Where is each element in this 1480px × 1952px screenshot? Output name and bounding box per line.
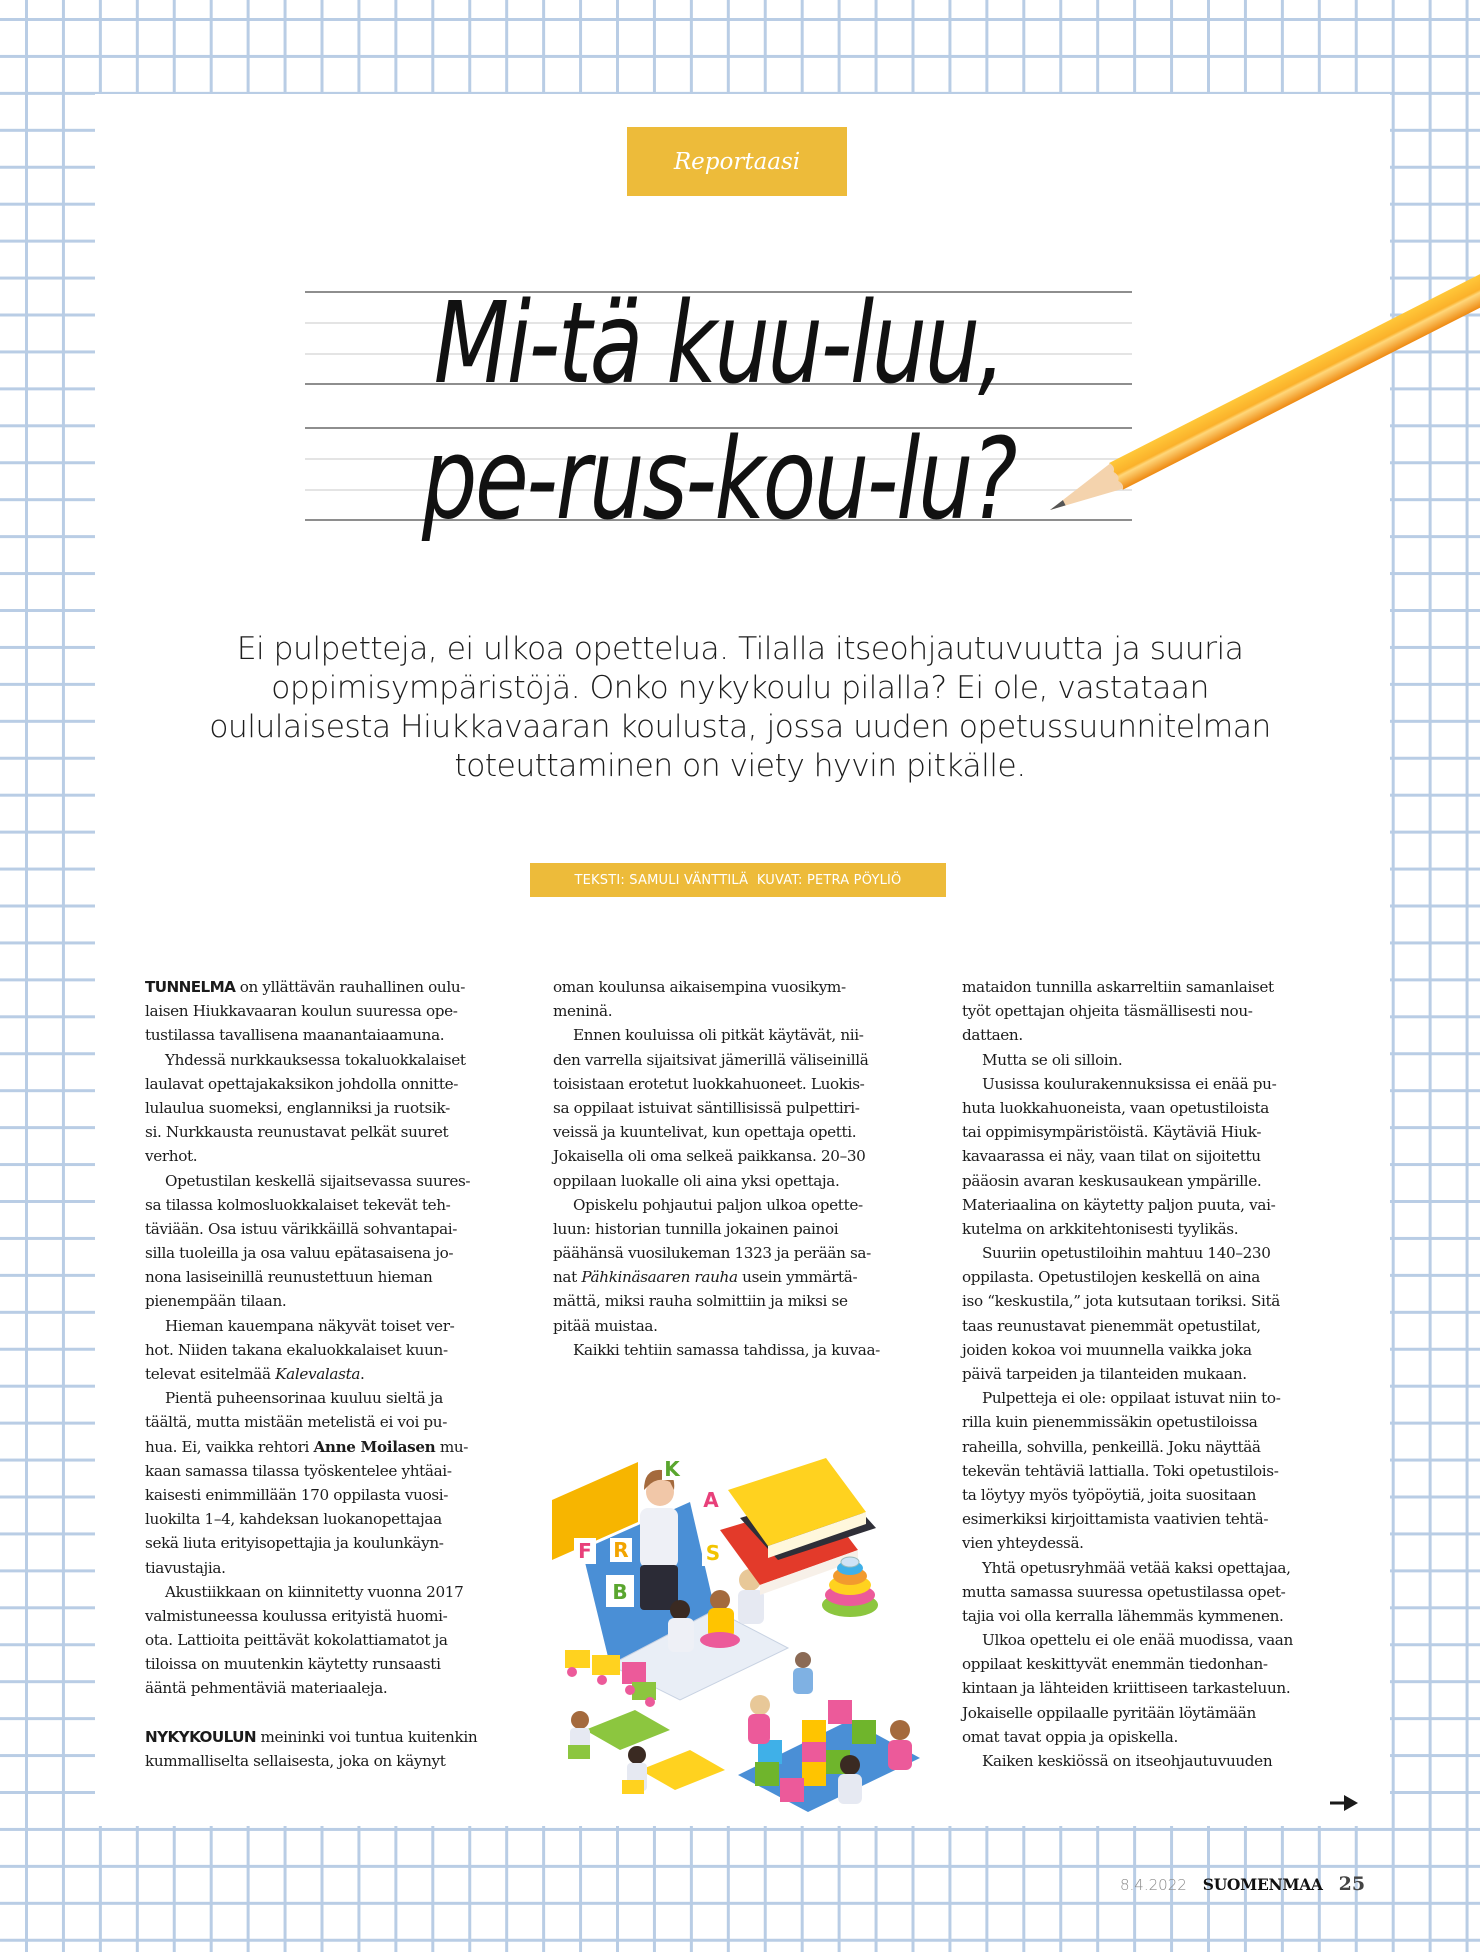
text-line xyxy=(553,1265,943,1289)
text-line: Akustiikkaan on kiinnitetty vuonna 2017 xyxy=(165,1582,464,1601)
text-line: tai oppimisympäristöistä. Käytäviä Hiuk- xyxy=(962,1123,1262,1142)
headline-line-2: pe-rus-kou-lu? xyxy=(421,415,1016,545)
text-run: usein ymmärtä- xyxy=(737,1268,858,1287)
letter-card-b: B xyxy=(612,1580,628,1604)
text-line: luokilta 1–4, kahdeksan luokanopettajaa xyxy=(145,1510,442,1529)
text-line: Opetustilan keskellä sijaitsevassa suures- xyxy=(165,1171,471,1190)
text-line: Materiaalina on käytetty paljon puuta, vai- xyxy=(962,1195,1276,1214)
text-line: kummalliselta sellaisesta, joka on käynyt xyxy=(145,1752,446,1770)
text-run: televat esitelmää xyxy=(145,1365,276,1383)
text-line: Ulkoa opettelu ei ole enää muodissa, vaan xyxy=(982,1631,1293,1650)
text-line: nona lasiseinillä reunustettuun hieman xyxy=(145,1268,433,1287)
text-line: sa tilassa kolmosluokkalaiset tekevät teh- xyxy=(145,1195,451,1214)
text-line: Jokaisella oli oma selkeä paikkansa. 20–30 xyxy=(553,1147,866,1166)
text-line: täältä, mutta mistään metelistä ei voi pu- xyxy=(145,1413,448,1432)
lead-in-word: NYKYKOULUN xyxy=(145,1727,256,1746)
text-run: meininki voi tuntua kuitenkin xyxy=(255,1727,478,1746)
italic-title: Pähkinäsaaren rauha xyxy=(581,1268,738,1287)
text-line: pääosin avaran keskusaukean ympärille. xyxy=(962,1171,1262,1190)
text-line: esimerkiksi kirjoittamista vaativien tehtä- xyxy=(962,1510,1269,1529)
text-line: dattaen. xyxy=(962,1026,1023,1045)
text-line: omat tavat oppia ja opiskella. xyxy=(962,1727,1178,1746)
text-line: silla tuoleilla ja osa valuu epätasaisena jo- xyxy=(145,1244,454,1263)
letter-card-k: K xyxy=(664,1457,680,1481)
text-line: ota. Lattioita peittävät kokolattiamatot ja xyxy=(145,1631,448,1650)
text-line: veissä ja kuuntelivat, kun opettaja opetti. xyxy=(553,1123,857,1142)
text-line: pienempään tilaan. xyxy=(145,1292,287,1311)
text-line: Ennen kouluissa oli pitkät käytävät, nii- xyxy=(573,1026,864,1045)
lead-in-word: TUNNELMA xyxy=(145,978,236,996)
text-line: raheilla, sohvilla, penkeillä. Joku näyttää xyxy=(962,1437,1261,1456)
teacher-body xyxy=(640,1508,678,1568)
text-line: Mutta se oli silloin. xyxy=(982,1050,1123,1069)
section-badge xyxy=(627,127,847,196)
text-line: Kaiken keskiössä on itseohjautuvuuden xyxy=(982,1752,1273,1770)
person-name: Anne Moilasen xyxy=(313,1437,436,1456)
arrow-right-icon xyxy=(1330,1795,1358,1811)
text-line: Pientä puheensorinaa kuuluu sieltä ja xyxy=(165,1389,443,1408)
text-line: pitää muistaa. xyxy=(553,1316,658,1335)
lead-paragraph xyxy=(150,630,1330,786)
text-line xyxy=(145,1725,535,1749)
text-line: sekä liuta erityisopettajia ja koulunkäyn- xyxy=(145,1534,444,1553)
text-line: meninä. xyxy=(553,1002,613,1021)
text-line: Jokaiselle oppilaalle pyritään löytämään xyxy=(962,1703,1256,1722)
text-line: kutelma on arkkitehtonisesti tyylikäs. xyxy=(962,1219,1239,1238)
text-line: rilla kuin pienemmissäkin opetustiloissa xyxy=(962,1413,1258,1432)
text-line: tustilassa tavallisena maanantaiaamuna. xyxy=(145,1026,445,1045)
text-line: si. Nurkkausta reunustavat pelkät suuret xyxy=(145,1123,449,1142)
text-line: päivä tarpeiden ja tilanteiden mukaan. xyxy=(962,1365,1247,1383)
issue-date: 8.4.2022 xyxy=(1120,1876,1187,1894)
article-column-1 xyxy=(145,975,535,1773)
text-line: mutta samassa suuressa opetustilassa opet- xyxy=(962,1582,1286,1601)
text-line: päähänsä vuosilukeman 1323 ja perään sa- xyxy=(553,1244,871,1263)
paragraph-gap xyxy=(145,1701,535,1725)
text-line: lulaulua suomeksi, englanniksi ja ruotsik- xyxy=(145,1098,450,1117)
lead-line: oululaisesta Hiukkavaaran koulusta, jossa uuden opetussuunnitelman xyxy=(209,709,1271,745)
credits-text: TEKSTI: SAMULI VÄNTTILÄ KUVAT: PETRA PÖYLIÖ xyxy=(574,872,902,888)
headline-line-1: Mi-tä kuu-luu, xyxy=(433,279,1004,409)
text-line: tiavustajia. xyxy=(145,1558,226,1577)
section-label: Reportaasi xyxy=(673,148,801,175)
text-line: Yhtä opetusryhmää vetää kaksi opettajaa, xyxy=(982,1558,1291,1577)
article-column-3 xyxy=(962,975,1352,1773)
text-line: kaan samassa tilassa työskentelee yhtäai- xyxy=(145,1461,452,1480)
text-line: tajia voi olla kerralla lähemmäs kymmenen. xyxy=(962,1606,1284,1625)
text-run: on yllättävän rauhallinen oulu- xyxy=(235,978,466,996)
text-line: oppilasta. Opetustilojen keskellä on aina xyxy=(962,1268,1260,1287)
text-line: Uusissa koulurakennuksissa ei enää pu- xyxy=(982,1074,1277,1093)
text-line: luun: historian tunnilla jokainen painoi xyxy=(553,1219,839,1238)
letter-card-r: R xyxy=(613,1538,629,1562)
text-line: työt opettajan ohjeita täsmällisesti nou- xyxy=(962,1002,1253,1021)
text-line: vien yhteydessä. xyxy=(962,1534,1084,1553)
text-line: mataidon tunnilla askarreltiin samanlaiset xyxy=(962,978,1274,996)
text-line xyxy=(145,1435,535,1459)
text-line: oppilaat keskittyvät enemmän tiedonhan- xyxy=(962,1655,1268,1674)
text-line: kaisesti enimmillään 170 oppilasta vuosi- xyxy=(145,1485,449,1504)
text-line: ääntä pehmentäviä materiaaleja. xyxy=(145,1679,388,1698)
text-line: sa oppilaat istuivat säntillisissä pulpettiri- xyxy=(553,1098,860,1117)
text-line: tiloissa on muutenkin käytetty runsaasti xyxy=(145,1655,441,1674)
page-footer xyxy=(1120,1873,1365,1899)
lead-line: Ei pulpetteja, ei ulkoa opettelua. Tilalla itseohjautuvuutta ja suuria xyxy=(236,631,1244,667)
classroom-illustration xyxy=(540,1400,940,1820)
lead-line: oppimisympäristöjä. Onko nykykoulu pilalla? Ei ole, vastataan xyxy=(271,670,1209,706)
text-line: den varrella sijaitsivat jämerillä väliseinillä xyxy=(553,1050,869,1069)
text-line: täviään. Osa istuu värikkäillä sohvantapai- xyxy=(145,1219,458,1238)
letter-card-s: S xyxy=(705,1541,721,1565)
text-line: laulavat opettajakaksikon johdolla onnitte- xyxy=(145,1074,459,1093)
text-line: kintaan ja lähteiden kriittiseen tarkasteluun. xyxy=(962,1679,1291,1698)
text-line: valmistuneessa koulussa erityistä huomi- xyxy=(145,1606,448,1625)
text-line: Kaikki tehtiin samassa tahdissa, ja kuvaa- xyxy=(573,1340,880,1359)
text-line: verhot. xyxy=(145,1147,198,1166)
text-line: huta luokkahuoneista, vaan opetustiloista xyxy=(962,1098,1269,1117)
text-line: kavaarassa ei näy, vaan tilat on sijoitettu xyxy=(962,1147,1261,1166)
text-line: iso “keskustila,” jota kutsutaan toriksi. Sitä xyxy=(962,1292,1280,1311)
text-line: mättä, miksi rauha solmittiin ja miksi se xyxy=(553,1292,848,1311)
lead-line: toteuttaminen on viety hyvin pitkälle. xyxy=(454,748,1026,784)
text-line: Suuriin opetustiloihin mahtuu 140–230 xyxy=(982,1244,1271,1263)
text-line: ta löytyy myös työpöytiä, joita suositaan xyxy=(962,1485,1257,1504)
text-line: toisistaan erotetut luokkahuoneet. Luokis- xyxy=(553,1074,865,1093)
text-run: nat xyxy=(553,1268,582,1287)
text-run: . xyxy=(360,1365,365,1383)
text-run: mu- xyxy=(435,1437,469,1456)
magazine-name: SUOMENMAA xyxy=(1202,1875,1323,1894)
teacher-skirt xyxy=(640,1565,678,1610)
text-line xyxy=(145,975,535,999)
text-line: joiden kokoa voi muunnella vaikka joka xyxy=(962,1340,1252,1359)
credits-bar xyxy=(530,863,946,897)
text-line: tekevän tehtäviä lattialla. Toki opetustilois- xyxy=(962,1461,1279,1480)
text-line: Opiskelu pohjautui paljon ulkoa opette- xyxy=(573,1195,863,1214)
text-line: laisen Hiukkavaaran koulun suuressa ope- xyxy=(145,1002,458,1021)
text-line: oman koulunsa aikaisempina vuosikym- xyxy=(553,978,846,996)
text-line: Yhdessä nurkkauksessa tokaluokkalaiset xyxy=(165,1050,466,1069)
text-line xyxy=(145,1362,535,1386)
text-run: hua. Ei, vaikka rehtori xyxy=(145,1437,314,1456)
text-line: oppilaan luokalle oli aina yksi opettaja. xyxy=(553,1171,840,1190)
page-number: 25 xyxy=(1338,1873,1366,1895)
pencil-icon xyxy=(1040,230,1480,530)
article-column-2 xyxy=(553,975,943,1362)
letter-card-a: A xyxy=(703,1488,719,1512)
text-line: taas reunustavat pienemmät opetustilat, xyxy=(962,1316,1261,1335)
italic-title: Kalevalasta xyxy=(275,1365,361,1383)
letter-card-f: F xyxy=(578,1539,592,1563)
text-line: Pulpetteja ei ole: oppilaat istuvat niin to- xyxy=(982,1389,1281,1408)
text-line: Hieman kauempana näkyvät toiset ver- xyxy=(165,1316,455,1335)
text-line: hot. Niiden takana ekaluokkalaiset kuun- xyxy=(145,1340,448,1359)
